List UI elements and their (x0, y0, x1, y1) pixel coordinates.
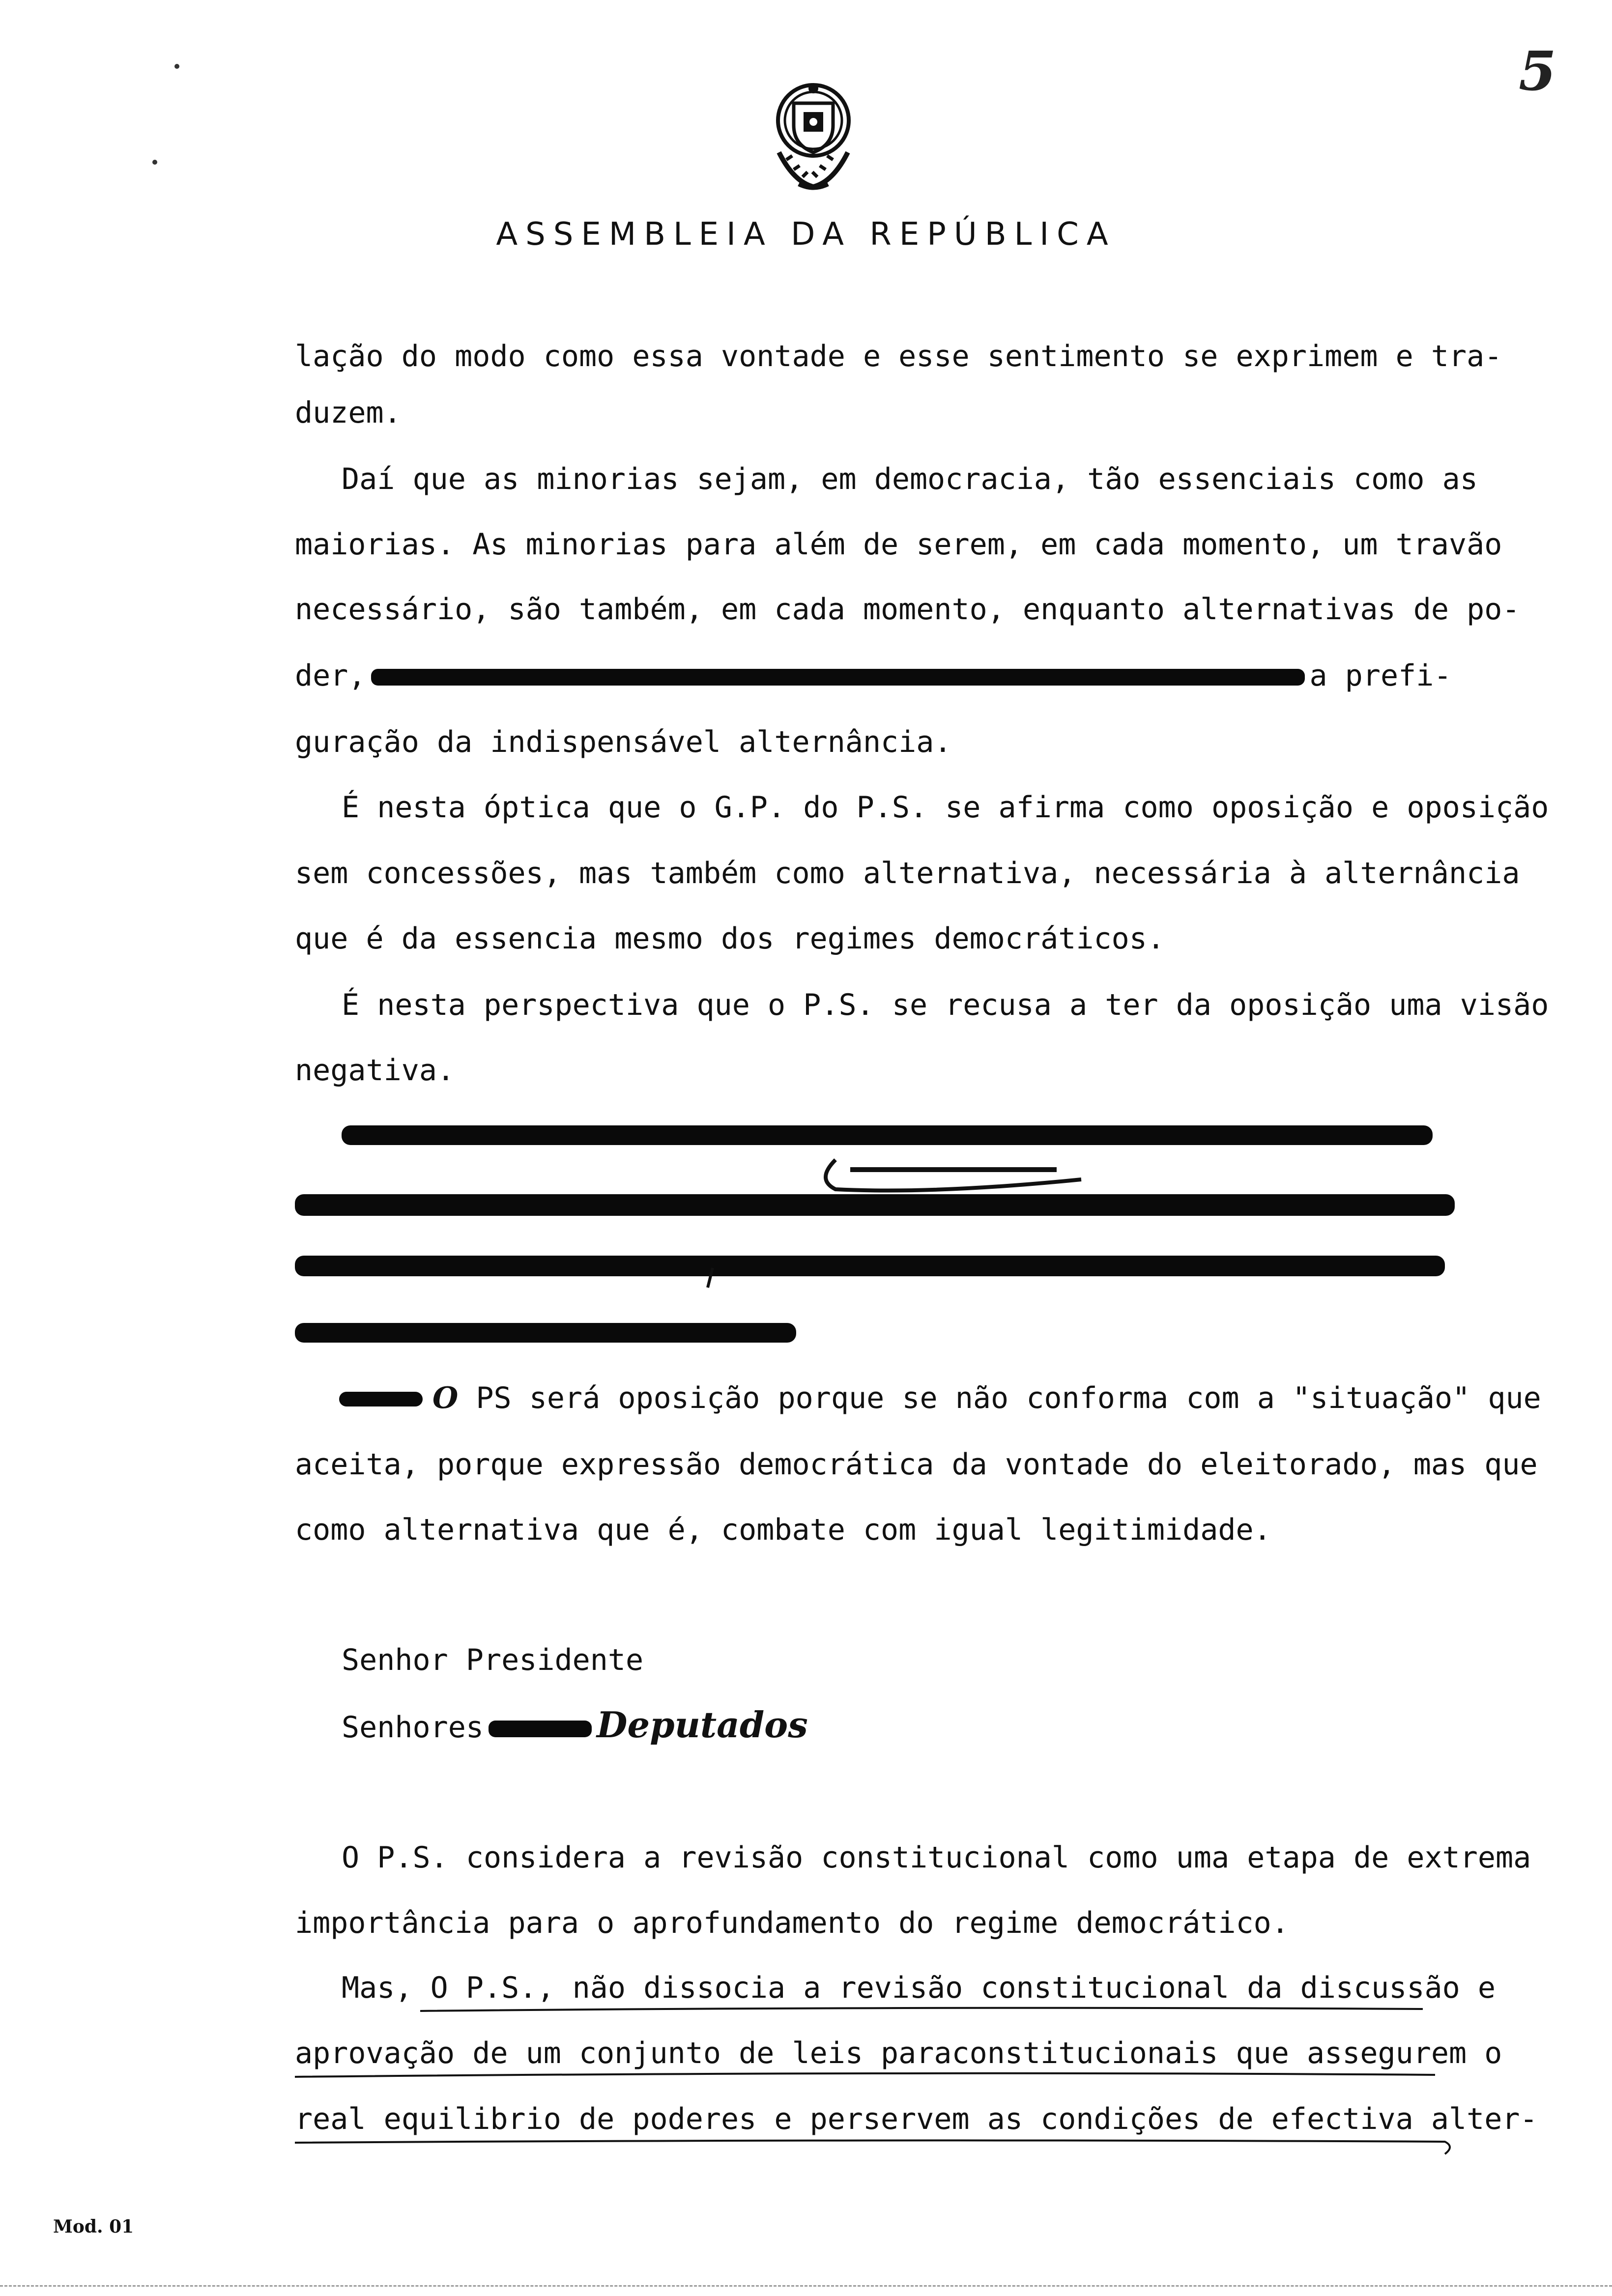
body-text-line: maiorias. As minorias para além de serem, em cada momento, um travão (295, 527, 1502, 562)
scan-edge (0, 2285, 1612, 2289)
body-text-line: guração da indispensável alternância. (295, 725, 952, 759)
body-text-line: aceita, porque expressão democrática da vontade do eleitorado, mas que (295, 1447, 1538, 1482)
body-text-line: necessário, são também, em cada momento, enquanto alternativas de po- (295, 592, 1520, 627)
salutation-line: Senhor Presidente (342, 1643, 644, 1677)
body-text-line: importância para o aprofundamento do regime democrático. (295, 1906, 1289, 1940)
body-text-line: É nesta perspectiva que o P.S. se recusa a ter da oposição uma visão (342, 988, 1549, 1022)
body-text-line: sem concessões, mas também como alternativa, necessária à alternância (295, 856, 1520, 890)
inline-redaction (371, 669, 1305, 686)
body-text-line (432, 1378, 1541, 1418)
body-text-line (295, 656, 1451, 695)
inline-redaction (489, 1721, 592, 1737)
redacted-word (339, 1392, 423, 1406)
body-text-line: Daí que as minorias sejam, em democracia, tão essenciais como as (342, 462, 1478, 496)
handwritten-mark: O (432, 1381, 459, 1415)
body-text-line: real equilibrio de poderes e perservem as condições de efectiva alter- (295, 2102, 1538, 2136)
header-title: ASSEMBLEIA DA REPÚBLICA (496, 216, 1116, 253)
speck-mark (174, 64, 179, 69)
body-text-line: lação do modo como essa vontade e esse sentimento se exprimem e tra- (295, 339, 1502, 373)
body-text-line: O P.S. considera a revisão constitucional como uma etapa de extrema (342, 1840, 1531, 1875)
body-text-line: duzem. (295, 396, 402, 430)
handwritten-word: Deputados (596, 1704, 808, 1746)
speck-mark (152, 160, 157, 165)
salutation-line (342, 1705, 808, 1747)
salutation-word: Senhores (342, 1710, 484, 1745)
body-text-line: Mas, O P.S., não dissocia a revisão constitucional da discussão e (342, 1971, 1496, 2005)
redacted-line (295, 1194, 1455, 1216)
page-number: 5 (1519, 39, 1556, 103)
coat-of-arms-seal (764, 79, 863, 197)
form-model-label: Mod. 01 (53, 2216, 134, 2237)
line-end-text: a prefi- (1309, 659, 1452, 693)
line-start-text: der, (295, 659, 366, 693)
body-text-line: que é da essencia mesmo dos regimes democráticos. (295, 921, 1165, 956)
redacted-line (295, 1256, 1445, 1276)
body-text-line: como alternativa que é, combate com igual legitimidade. (295, 1513, 1271, 1547)
body-text-line: aprovação de um conjunto de leis paraconstitucionais que assegurem o (295, 2036, 1502, 2070)
redacted-line (342, 1125, 1433, 1145)
body-text-line: negativa. (295, 1053, 455, 1088)
redacted-line (295, 1323, 796, 1343)
line-text: PS será oposição porque se não conforma com a "situação" que (476, 1381, 1541, 1415)
body-text-line: É nesta óptica que o G.P. do P.S. se afirma como oposição e oposição (342, 790, 1549, 825)
